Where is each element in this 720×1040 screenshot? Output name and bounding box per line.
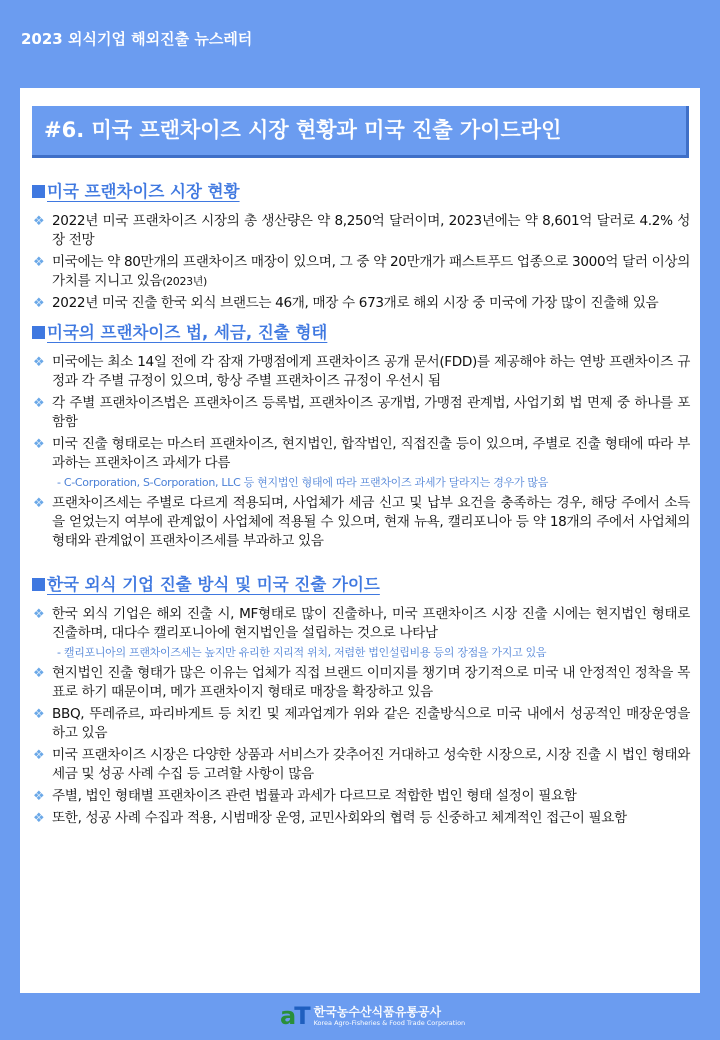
diamond-bullet-icon: ❖ [33,496,45,511]
diamond-bullet-icon: ❖ [33,255,45,270]
diamond-bullet-icon: ❖ [33,707,45,722]
square-bullet-icon [32,185,45,198]
logo-text [314,1006,466,1027]
diamond-bullet-icon: ❖ [33,437,45,452]
at-logo-icon: aT [280,1002,309,1030]
list-item: ❖ 미국 진출 형태로는 마스터 프랜차이즈, 현지법인, 합작법인, 직접진출 등이 있으며, 주별로 진출 형태에 따라 부과하는 프랜차이즈 과세가 다름 [33,436,690,471]
diamond-bullet-icon: ❖ [33,214,45,229]
list-item: ❖ 주별, 법인 형태별 프랜차이즈 관련 법률과 과세가 다르므로 적합한 법인 형태 설정이 필요함 [33,788,577,804]
diamond-bullet-icon: ❖ [33,748,45,763]
at-logo [280,1002,465,1030]
square-bullet-icon [32,578,45,591]
diamond-bullet-icon: ❖ [33,396,45,411]
list-item: ❖ 2022년 미국 진출 한국 외식 브랜드는 46개, 매장 수 673개로 해외 시장 중 미국에 가장 많이 진출해 있음 [33,295,659,311]
diamond-bullet-icon: ❖ [33,355,45,370]
year-note: (2023년) [162,275,207,288]
org-name-ko: 한국농수산식품유통공사 [313,1004,442,1019]
list-item: ❖ 각 주별 프랜차이즈법은 프랜차이즈 등록법, 프랜차이즈 공개법, 가맹점 관계법, 사업기회 법 면제 중 하나를 포함함 [33,395,690,430]
square-bullet-icon [32,326,45,339]
article-body [32,178,690,831]
list-item: ❖ 미국에는 약 80만개의 프랜차이즈 매장이 있으며, 그 중 약 20만개가 패스트푸드 업종으로 3000억 달러 이상의 가치를 지니고 있음(2023년) [33,254,690,289]
section-heading-guide: 한국 외식 기업 진출 방식 및 미국 진출 가이드 [32,571,690,595]
org-name-en: Korea Agro-Fisheries & Food Trade Corporation [313,1018,466,1027]
article-title: #6. 미국 프랜차이즈 시장 현황과 미국 진출 가이드라인 [32,106,689,158]
sub-note: - C-Corporation, S-Corporation, LLC 등 현지법인 형태에 따라 프랜차이즈 과세가 달라지는 경우가 많음 [57,476,549,489]
list-item: ❖ 미국에는 최소 14일 전에 각 잠재 가맹점에게 프랜차이즈 공개 문서(FDD)를 제공해야 하는 연방 프랜차이즈 규정과 각 주별 규정이 있으며, 항상 주별 프랜차이즈 규정이 우선시 됨 [33,354,690,389]
list-item: ❖ 현지법인 진출 형태가 많은 이유는 업체가 직접 브랜드 이미지를 챙기며 장기적으로 미국 내 안정적인 정착을 목표로 하기 때문이며, 메가 프랜차이지 형태로 매장을 확장하고 있음 [33,665,690,700]
list-item: ❖ 한국 외식 기업은 해외 진출 시, MF형태로 많이 진출하나, 미국 프랜차이즈 시장 진출 시에는 현지법인 형태로 진출하며, 대다수 캘리포니아에 현지법인을 설립하는 것으로 나타남 [33,606,690,641]
list-item: ❖ 프랜차이즈세는 주별로 다르게 적용되며, 사업체가 세금 신고 및 납부 요건을 충족하는 경우, 해당 주에서 소득을 얻었는지 여부에 관계없이 사업체에 적용될 수 있으며, 현재 뉴욕, 캘리포니아 등 약 18개의 주에서 사업체의 형태와 관계없이 프랜차이즈세를 부과하고 있음 [33,495,690,549]
list-item: ❖ 2022년 미국 프랜차이즈 시장의 총 생산량은 약 8,250억 달러이며, 2023년에는 약 8,601억 달러로 4.2% 성장 전망 [33,213,690,248]
list-item: ❖ 미국 프랜차이즈 시장은 다양한 상품과 서비스가 갖추어진 거대하고 성숙한 시장으로, 시장 진출 시 법인 형태와 세금 및 성공 사례 수집 등 고려할 사항이 많음 [33,747,690,782]
section-heading-market: 미국 프랜차이즈 시장 현황 [32,178,690,202]
diamond-bullet-icon: ❖ [33,607,45,622]
section-heading-law-tax: 미국의 프랜차이즈 법, 세금, 진출 형태 [32,319,690,343]
diamond-bullet-icon: ❖ [33,666,45,681]
newsletter-label: 2023 외식기업 해외진출 뉴스레터 [21,30,253,48]
list-item: ❖ BBQ, 뚜레쥬르, 파리바게트 등 치킨 및 제과업계가 위와 같은 진출방식으로 미국 내에서 성공적인 매장운영을 하고 있음 [33,706,690,741]
diamond-bullet-icon: ❖ [33,296,45,311]
list-item: ❖ 또한, 성공 사례 수집과 적용, 시범매장 운영, 교민사회와의 협력 등 신중하고 체계적인 접근이 필요함 [33,810,627,826]
diamond-bullet-icon: ❖ [33,789,45,804]
diamond-bullet-icon: ❖ [33,811,45,826]
sub-note: - 캘리포니아의 프랜차이즈세는 높지만 유리한 지리적 위치, 저렴한 법인설립비용 등의 장점을 가지고 있음 [57,646,547,659]
content-card [20,88,700,993]
